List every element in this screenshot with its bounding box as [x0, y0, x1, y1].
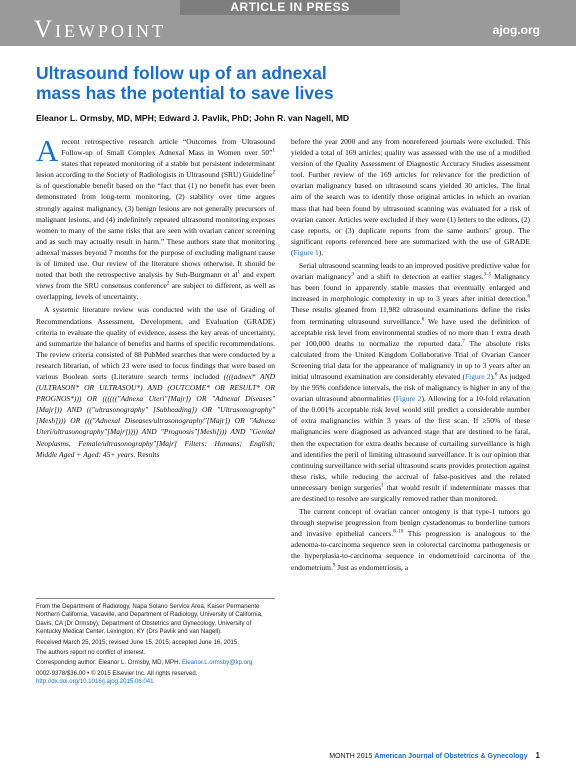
reference-sup[interactable]: 1 — [237, 270, 241, 276]
affiliations: From the Department of Radiology, Napa Solano Service Area, Kaiser Permanente Northern California, Vacaville, and Department of Radiology, University of California, Davis, CA (Dr Ormsby); Department of Obstetrics and Gynecology, University of Kentucky Medical Center, Lexington, KY (Drs Pavlik and van Nagell). — [36, 603, 263, 636]
reference-sup[interactable]: 8–10 — [393, 529, 404, 535]
page-number: 1 — [535, 751, 540, 760]
body-column-right — [291, 136, 530, 575]
reference-sup[interactable]: 3–5 — [483, 272, 492, 278]
section-label: Viewpoint — [34, 16, 167, 43]
author-list: Eleanor L. Ormsby, MD, MPH; Edward J. Pavlik, PhD; John R. van Nagell, MD — [36, 113, 350, 123]
divider — [36, 598, 275, 599]
reference-sup[interactable]: 6 — [421, 317, 425, 322]
site-link[interactable]: ajog.org — [492, 23, 540, 37]
journal-name: American Journal of Obstetrics & Gynecology — [374, 753, 528, 760]
body-column-left — [36, 133, 276, 462]
reference-sup[interactable]: 1 — [381, 483, 384, 489]
paragraph: Serial ultrasound scanning leads to an improved positive predictive value for ovarian malignancy$^3$ and a shift to detection at earlier stages.$^{3-5}$ Malignancy has been found in apparently stable masses that eventually enlarged and increased in morphologic complexity in up to 3 years after initial detection.$^6$ These results gleaned from 11,982 ultrasound examinations define the risks from terminating ultrasound surveillance.$^6$ We have used the definition of acceptable risk level from environmental studies of no more than 1 extra death per 100,000 deaths to normalize the reported data.$^7$ The absolute risks calculated from the United Kingdom Collaborative Trial of Ovarian Cancer Screening trial data for the appearance of malignancy in up to 3 years after an initial ultrasound examination are considerably elevated (Figure 2).$^6$ As judged by the 95% confidence intervals, the risk of malignancy is higher in any of the ovarian ultrasound abnormalities (Figure 2). Allowing for a 10-fold relaxation of the 0.001% acceptable risk level would still predict a considerable number of extra malignancies within 3 years of the first scan. If ≥50% of these malignancies were diagnosed as advanced stage that are destined to be fatal, then the expectation for extra deaths because of curtailing surveillance is high and identifies the peril of limiting ultrasound surveillance. It is our opinion that continuing surveillance with serial ultrasound scans provides protection against these risks, while reducing the accrual of false-positives and the related unnecessary benign surgeries$^1$ that would result if indeterminate masses that are destined to resolve are surgically removed rather than monitored. — [291, 261, 531, 503]
corresponding-author: Corresponding author: Eleanor L. Ormsby, MD, MPH. Eleanor.L.ormsby@kp.org — [36, 659, 253, 667]
paragraph: A systemic literature review was conducted with the use of Grading of Recommendations Assessment, Development, and Evaluation (GRADE) criteria to evaluate the quality of evidence, assess the key areas of uncertainty, and summarize the balance of benefits and harms of specific recommendations. The review criteria consisted of 88 PubMed searches that were conducted by a research librarian, of which 23 were used to focus findings that were based on various Boolean sorts (Literature search terms included ((((adnex* AND (ULTRASON* OR ULTRASOU*) AND (OUTCOME* OR RESULT* OR PROGNOS*))) OR (((((("Adnexa Uteri"[Majr]) OR "Adnexal Diseases"[Majr])) AND (("ultrasonography" [Subheading]) OR "Ultrasonography"[Mesh]))) OR ((("Adnexal Diseases/ultrasonography"[Majr]) OR "Adnexa Uteri/ultrasonography"[Majr])))) AND "Prognosis"[Mesh]))) AND "Genital Neoplasms, Female/ultrasonography"[Majr] Filters: Humans; English; Middle Aged + Aged: 45+ years. Results — [36, 305, 276, 459]
search-terms: ((((adnex* AND (ULTRASON* OR ULTRASOU*) AND (OUTCOME* OR RESULT* OR PROGNOS*))) OR (((((("Adnexa Uteri"[Majr]) OR "Adnexal Diseases"[Majr])) AND (("ultrasonography" [Subheading]) OR "Ultrasonography"[Mesh]))) OR ((("Adnexal Diseases/ultrasonography"[Majr]) OR "Adnexa Uteri/ultrasonography"[Majr])))) AND "Prognosis"[Mesh]))) AND "Genital Neoplasms, Female/ultrasonography"[Majr] Filters: Humans; English; Middle Aged + Aged: 45+ years. — [36, 371, 276, 459]
reference-sup[interactable]: 2 — [272, 170, 275, 176]
article-in-press-badge: ARTICLE IN PRESS — [180, 0, 400, 15]
article-title: Ultrasound follow up of an adnexal mass has the potential to save lives — [36, 63, 334, 103]
figure-2-link[interactable]: Figure 2 — [395, 394, 422, 404]
reference-sup[interactable]: 9 — [332, 563, 336, 569]
reference-sup[interactable]: 1 — [272, 148, 275, 154]
page-footer — [329, 751, 540, 760]
reference-sup[interactable]: 2 — [166, 281, 170, 287]
reference-sup[interactable]: 6 — [494, 372, 498, 378]
reference-sup[interactable]: 3 — [351, 272, 354, 278]
email-link[interactable]: Eleanor.L.ormsby@kp.org — [181, 659, 253, 667]
paragraph: before the year 2000 and any from nonrefereed journals were excluded. This yielded a total of 169 articles; quality was assessed with the use of a modified version of the Quality Assessment of Diagnostic Accuracy Studies assessment tool. Further review of the 169 articles for relevance for the prediction of ovarian malignancy based on ultrasound scans yielded 30 articles. The final aim of the search was to identify those original articles in which an ovarian mass that had been found by ultrasound scanning was evaluated for a risk of ovarian cancer. Articles were excluded if they were (1) letters to the editors, (2) case reports, or (3) duplicate reports from the same authors’ group. The significant reports referenced here are summarized with the use of GRADE (Figure 1). — [291, 137, 530, 257]
paragraph: Arecent retrospective research article “Outcomes from Ultrasound Follow-up of Small Complex Adnexal Mass in Women over 50”$^1$ states that repeated monitoring of a stable but persistent indeterminant lesion according to the Society of Radiologists in Ultrasound (SRU) Guideline$^2$ is of questionable benefit based on the “fact that (1) no benefit has ever been demonstrated from long-term monitoring, (2) stability over time argues strongly against malignancy, (3) benign lesions are not generally precursors of malignant lesions, and (4) indefinitely repeated ultrasound monitoring exposes women to many of the same risks that are seen with ovarian cancer screening and as such may actually result in harm.” These authors state that monitoring adnexal masses beyond 7 months for the purpose of excluding malignant cause is of limited use. Our review of the literature shows otherwise. It should be noted that both the retrospective analysis by Suh-Burgmann et $al^1$ and expert views from the SRU consensus conference$^2$ are subject to different, as well as overlapping, levels of uncertainty. — [36, 133, 275, 302]
top-banner — [0, 0, 576, 46]
copyright: 0002-9378/$36.00 • © 2015 Elsevier Inc. All rights reserved. http://dx.doi.org/10.1016/j.ajog.2015.06.041 — [36, 669, 198, 686]
reference-sup[interactable]: 6 — [527, 294, 530, 300]
article-footnotes — [36, 598, 275, 689]
doi-link[interactable]: http://dx.doi.org/10.1016/j.ajog.2015.06.041 — [36, 678, 154, 686]
drop-cap: A — [36, 133, 59, 168]
received-dates: Received March 25, 2015; revised June 15, 2015; accepted June 16, 2015. — [36, 638, 239, 646]
conflict-statement: The authors report no conflict of interest. — [36, 649, 146, 657]
issue-date: MONTH 2015 — [329, 753, 373, 760]
reference-sup[interactable]: 7 — [462, 339, 465, 345]
figure-2-link[interactable]: Figure 2 — [465, 371, 491, 381]
paragraph: The current concept of ovarian cancer ontogeny is that type-1 tumors go through stepwise progression from benign cystadenomas to borderline tumors and invasive epithelial cancers.$^{8-10}$ This progression is analogous to the adenoma-to-carcinoma sequence seen in colorectal carcinoma pathogenesis or the hyperplasia-to-carcinoma sequence in endometrioid carcinoma of the endometrium.$^9$ Just as endometriosis, a — [291, 507, 530, 572]
figure-1-link[interactable]: Figure 1 — [293, 247, 319, 257]
